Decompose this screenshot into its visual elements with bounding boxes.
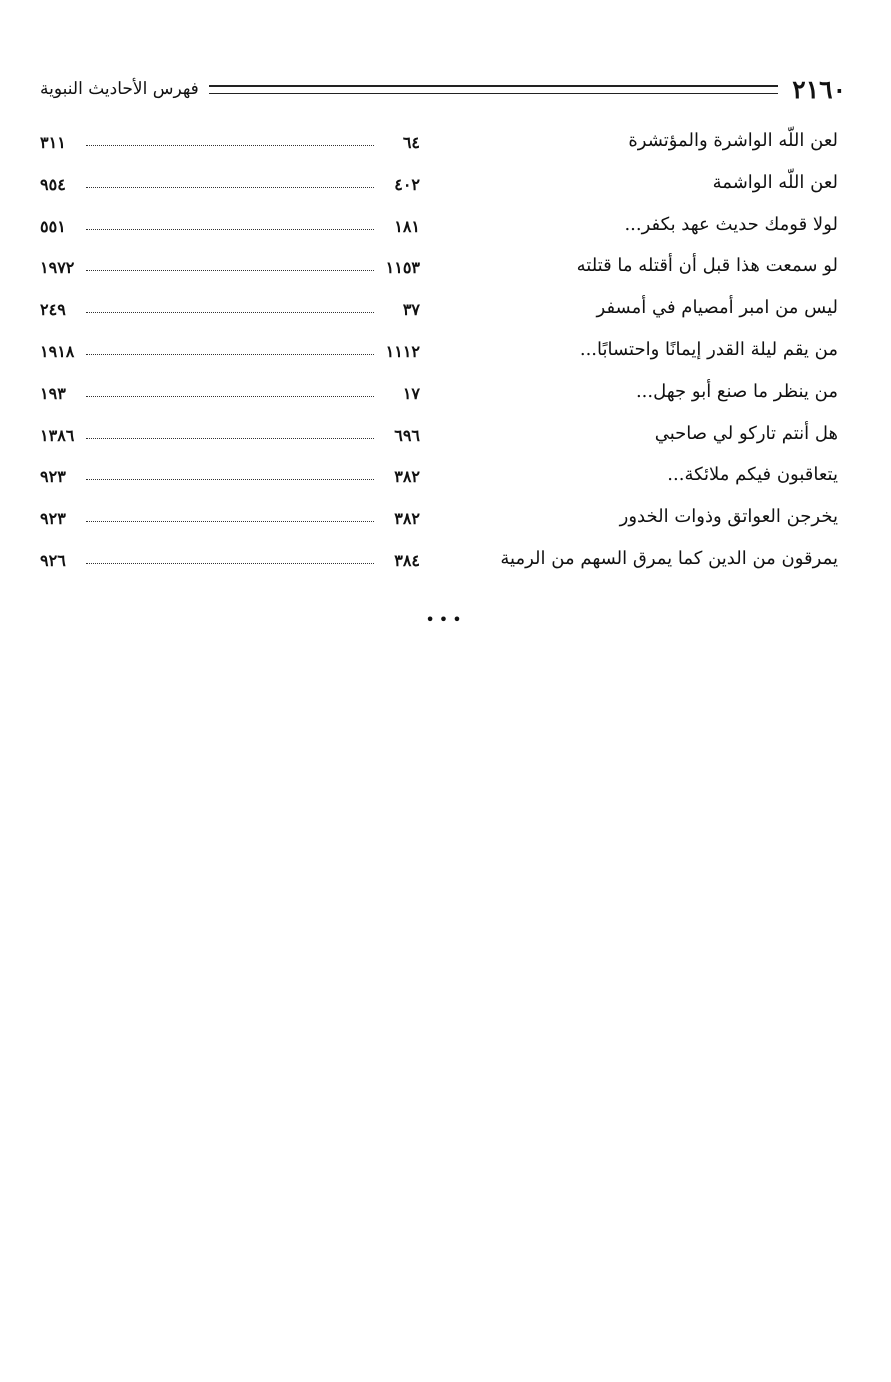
dot-leader bbox=[86, 145, 374, 146]
page-references bbox=[40, 509, 420, 531]
reference-number-a: ٦٤ bbox=[402, 133, 420, 152]
reference-number-b: ١٩٧٢ bbox=[40, 258, 75, 278]
hadith-text: يمرقون من الدين كما يمرق السهم من الرمية bbox=[500, 547, 838, 569]
reference-number-b: ٩٢٣ bbox=[40, 509, 66, 529]
page-references bbox=[40, 426, 420, 448]
reference-number-a: ١١١٢ bbox=[385, 341, 420, 361]
page-references bbox=[40, 175, 420, 197]
reference-number-a: ٣٨٢ bbox=[394, 509, 420, 529]
hadith-text: من ينظر ما صنع أبو جهل... bbox=[635, 380, 838, 402]
page-references bbox=[40, 342, 420, 364]
dot-leader bbox=[86, 354, 374, 355]
section-end-mark: ••• bbox=[425, 610, 466, 629]
list-item bbox=[40, 206, 838, 248]
page-references bbox=[40, 467, 420, 489]
hadith-text: لو سمعت هذا قبل أن أقتله ما قتلته bbox=[576, 255, 838, 277]
page-references bbox=[40, 551, 420, 573]
hadith-text: يتعاقبون فيكم ملائكة... bbox=[667, 464, 838, 486]
list-item bbox=[40, 247, 838, 289]
reference-number-b: ١٣٨٦ bbox=[40, 425, 75, 445]
dot-leader bbox=[86, 270, 374, 271]
dot-leader bbox=[86, 438, 374, 439]
dot-leader bbox=[86, 312, 374, 313]
hadith-text: هل أنتم تاركو لي صاحبي bbox=[654, 422, 838, 444]
reference-number-b: ٢٤٩ bbox=[40, 300, 66, 320]
reference-number-a: ١٧ bbox=[402, 383, 420, 403]
reference-number-a: ٤٠٢ bbox=[394, 174, 420, 194]
hadith-text: لعن اللّه الواشمة bbox=[712, 171, 838, 193]
page-title: فهرس الأحاديث النبوية bbox=[40, 79, 199, 99]
page-references bbox=[40, 300, 420, 322]
list-item bbox=[40, 331, 838, 373]
hadith-text: ليس من امبر أمصيام في أمسفر bbox=[596, 297, 838, 319]
dot-leader bbox=[86, 229, 374, 230]
list-item bbox=[40, 164, 838, 206]
dot-leader bbox=[86, 479, 374, 480]
reference-number-a: ٣٧ bbox=[402, 300, 420, 320]
list-item bbox=[40, 498, 838, 540]
dot-leader bbox=[86, 521, 374, 522]
reference-number-a: ٣٨٢ bbox=[394, 467, 420, 487]
list-item bbox=[40, 540, 838, 582]
reference-number-b: ٩٥٤ bbox=[40, 174, 66, 194]
page-references bbox=[40, 133, 420, 155]
hadith-text: من يقم ليلة القدر إيمانًا واحتسابًا... bbox=[579, 338, 838, 360]
list-item bbox=[40, 373, 838, 415]
hadith-index-list bbox=[40, 122, 838, 582]
reference-number-b: ٩٢٦ bbox=[40, 550, 66, 570]
reference-number-b: ٩٢٣ bbox=[40, 467, 66, 487]
reference-number-b: ١٩٣ bbox=[40, 383, 66, 403]
hadith-text: يخرجن العواتق وذوات الخدور bbox=[619, 506, 838, 528]
dot-leader bbox=[86, 563, 374, 564]
list-item bbox=[40, 456, 838, 498]
reference-number-b: ١٩١٨ bbox=[40, 341, 75, 361]
page-number: ٢١٦٠ bbox=[792, 74, 846, 104]
reference-number-a: ١٨١ bbox=[394, 216, 420, 236]
dot-leader bbox=[86, 187, 374, 188]
list-item bbox=[40, 415, 838, 457]
page-references bbox=[40, 384, 420, 406]
reference-number-b: ٣١١ bbox=[40, 133, 66, 152]
hadith-text: لعن اللّه الواشرة والمؤتشرة bbox=[628, 130, 838, 151]
list-item bbox=[40, 289, 838, 331]
header-rule bbox=[209, 85, 778, 94]
hadith-text: لولا قومك حديث عهد بكفر... bbox=[624, 213, 838, 235]
list-item bbox=[40, 122, 838, 164]
page-references bbox=[40, 258, 420, 280]
page-header bbox=[40, 72, 846, 106]
reference-number-a: ٦٩٦ bbox=[394, 425, 420, 445]
dot-leader bbox=[86, 396, 374, 397]
reference-number-b: ٥٥١ bbox=[40, 216, 66, 236]
reference-number-a: ٣٨٤ bbox=[394, 550, 420, 570]
reference-number-a: ١١٥٣ bbox=[385, 258, 420, 278]
page-references bbox=[40, 217, 420, 239]
